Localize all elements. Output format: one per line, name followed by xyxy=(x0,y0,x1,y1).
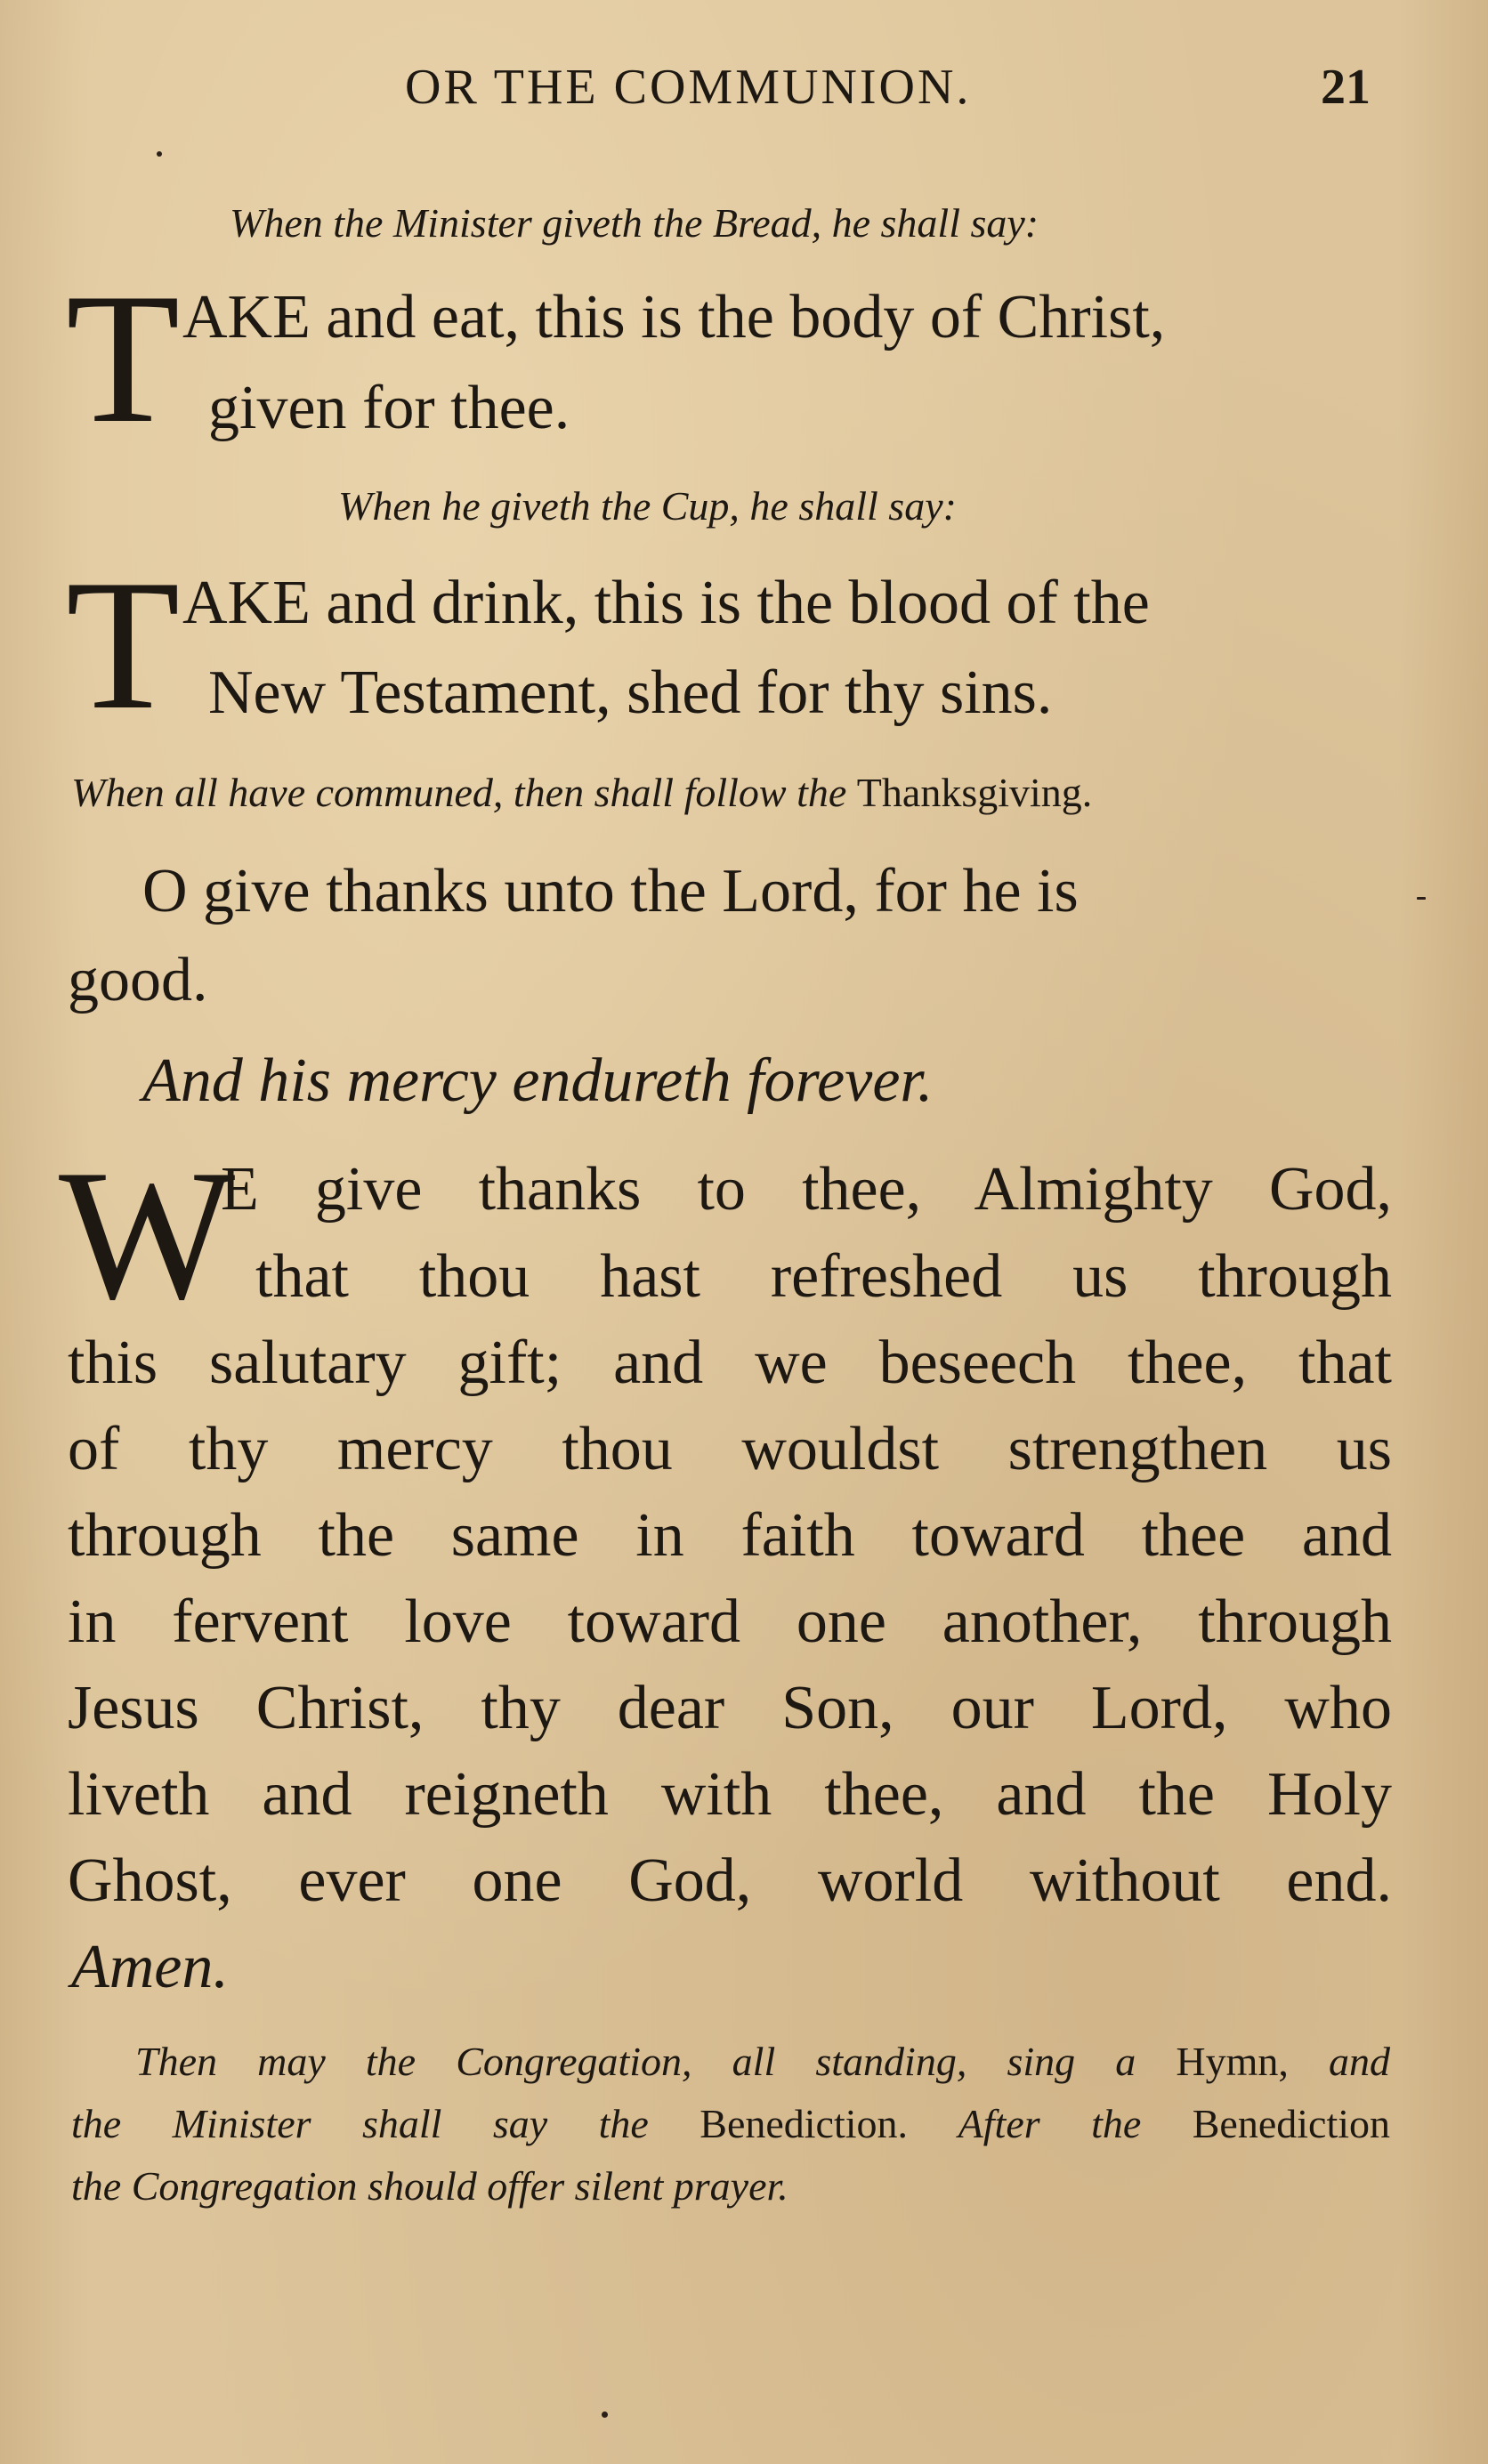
closing-rubric-line-1 xyxy=(135,2041,1390,2082)
cup-line-2: New Testament, shed for thy sins. xyxy=(208,658,1053,727)
collect-line-1: E give thanks to thee, Almighty God, xyxy=(221,1155,1392,1224)
collect-line-5: through the same in faith toward thee and xyxy=(68,1501,1392,1570)
closing-rubric-1-italic: Then may the Congregation, all standing, sing a xyxy=(135,2039,1136,2084)
collect-line-8: liveth and reigneth with thee, and the Holy xyxy=(68,1760,1392,1829)
collect-line-7: Jesus Christ, thy dear Son, our Lord, who xyxy=(68,1674,1392,1742)
cup-line-1: AKE and drink, this is the blood of the xyxy=(182,569,1150,637)
closing-rubric-2-italic-b: After the xyxy=(958,2101,1142,2146)
closing-rubric-2-roman-b: Benediction xyxy=(1192,2101,1391,2146)
page-number: 21 xyxy=(1321,60,1371,115)
running-title: OR THE COMMUNION. xyxy=(405,60,972,115)
dropcap-t-bread: T xyxy=(66,255,181,462)
closing-rubric-2-roman-a: Benediction. xyxy=(700,2101,909,2146)
closing-rubric-line-3: the Congregation should offer silent prayer. xyxy=(71,2163,788,2209)
closing-rubric-1-tail: and xyxy=(1329,2039,1390,2084)
bread-rubric: When the Minister giveth the Bread, he shall say: xyxy=(230,200,1039,246)
thanksgiving-rubric xyxy=(71,772,1092,813)
thanksgiving-rubric-roman: Thanksgiving. xyxy=(856,770,1093,815)
cup-rubric: When he giveth the Cup, he shall say: xyxy=(338,483,957,529)
closing-rubric-line-2 xyxy=(71,2101,1391,2146)
bread-line-2: given for thee. xyxy=(208,374,570,442)
bread-line-1: AKE and eat, this is the body of Christ, xyxy=(182,283,1166,351)
versicle-line-1: O give thanks unto the Lord, for he is xyxy=(142,857,1079,925)
collect-line-3: this salutary gift; and we beseech thee, that xyxy=(68,1329,1392,1397)
paper-speck xyxy=(1417,897,1426,900)
paper-speck xyxy=(602,2411,608,2418)
collect-line-2: that thou hast refreshed us through xyxy=(255,1242,1392,1311)
closing-rubric-2-italic-a: the Minister shall say the xyxy=(71,2101,649,2146)
collect-line-9: Ghost, ever one God, world without end. xyxy=(68,1846,1392,1915)
collect-line-4: of thy mercy thou wouldst strengthen us xyxy=(68,1415,1392,1483)
response-line: And his mercy endureth forever. xyxy=(142,1046,934,1115)
dropcap-t-cup: T xyxy=(66,542,181,748)
dropcap-w: W xyxy=(59,1132,236,1338)
collect-line-6: in fervent love toward one another, through xyxy=(68,1587,1392,1656)
amen: Amen. xyxy=(71,1933,229,2001)
paper-speck xyxy=(157,151,162,157)
thanksgiving-rubric-italic: When all have communed, then shall follow the xyxy=(71,770,847,815)
versicle-line-2: good. xyxy=(68,946,208,1014)
closing-rubric-1-roman: Hymn, xyxy=(1176,2039,1289,2084)
